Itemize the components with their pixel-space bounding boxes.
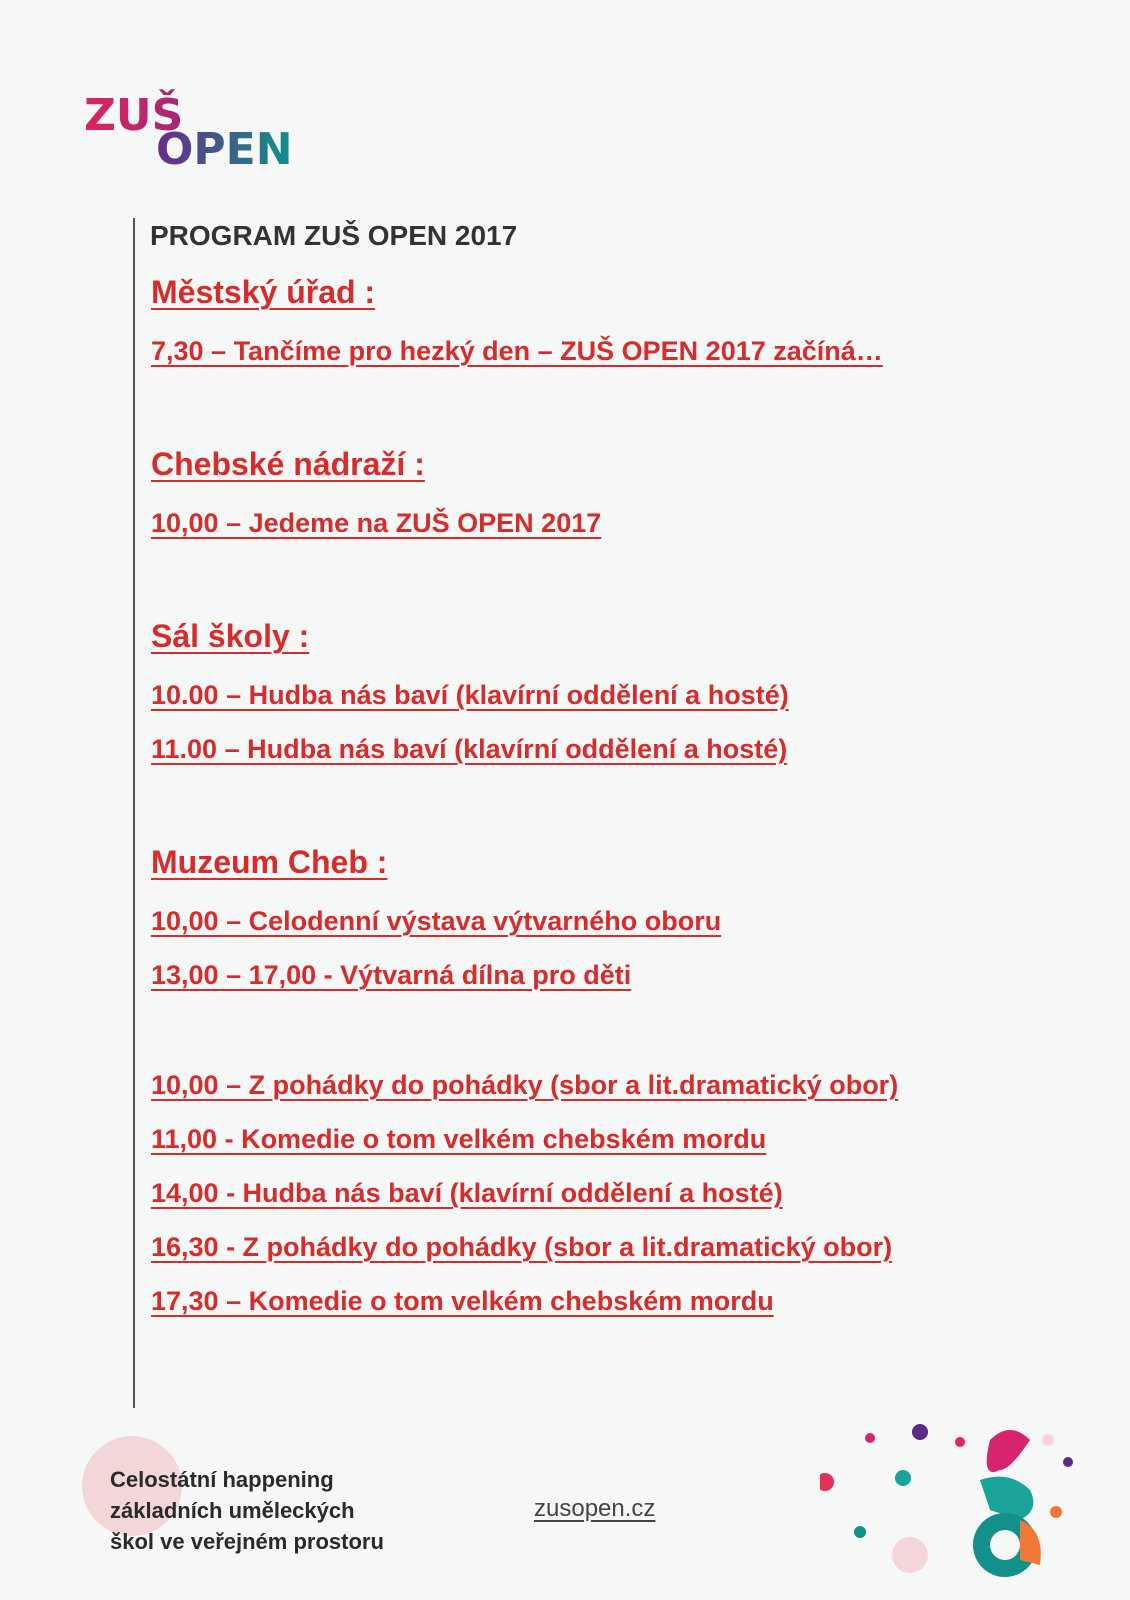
program-item: 10,00 – Jedeme na ZUŠ OPEN 2017 (151, 508, 602, 538)
tagline-line: škol ve veřejném prostoru (110, 1529, 384, 1554)
program-item: 11,00 - Komedie o tom velkém chebském mordu (151, 1124, 767, 1154)
website-link[interactable]: zusopen.cz (534, 1495, 656, 1522)
program-item: 10,00 – Celodenní výstava výtvarného oboru (151, 906, 722, 936)
program-item: 14,00 - Hudba nás baví (klavírní oddělení a hosté) (151, 1178, 783, 1208)
tagline-line: základních uměleckých (110, 1498, 355, 1523)
page-title: PROGRAM ZUŠ OPEN 2017 (150, 220, 518, 251)
footer-tagline (110, 1464, 384, 1557)
section-heading-muzeum-cheb: Muzeum Cheb : (151, 844, 388, 880)
vertical-divider (133, 218, 135, 1408)
zus-open-logo (84, 84, 334, 174)
program-item: 17,30 – Komedie o tom velkém chebském mordu (151, 1286, 774, 1316)
dots-decoration-icon (820, 1420, 1100, 1590)
program-item: 16,30 - Z pohádky do pohádky (sbor a lit.dramatický obor) (151, 1232, 893, 1262)
program-item: 13,00 – 17,00 - Výtvarná dílna pro děti (151, 960, 632, 990)
tagline-line: Celostátní happening (110, 1467, 334, 1492)
section-heading-mestsky-urad: Městský úřad : (151, 274, 376, 310)
logo-line2: OPEN (156, 124, 293, 174)
section-heading-sal-skoly: Sál školy : (151, 618, 310, 654)
program-item: 11.00 – Hudba nás baví (klavírní oddělení a hosté) (151, 734, 788, 764)
logo-line1: ZUŠ (84, 90, 184, 141)
program-item: 7,30 – Tančíme pro hezký den – ZUŠ OPEN 2017 začíná… (151, 336, 883, 366)
program-item: 10,00 – Z pohádky do pohádky (sbor a lit.dramatický obor) (151, 1070, 899, 1100)
program-item: 10.00 – Hudba nás baví (klavírní oddělení a hosté) (151, 680, 789, 710)
section-heading-chebske-nadrazi: Chebské nádraží : (151, 446, 425, 482)
